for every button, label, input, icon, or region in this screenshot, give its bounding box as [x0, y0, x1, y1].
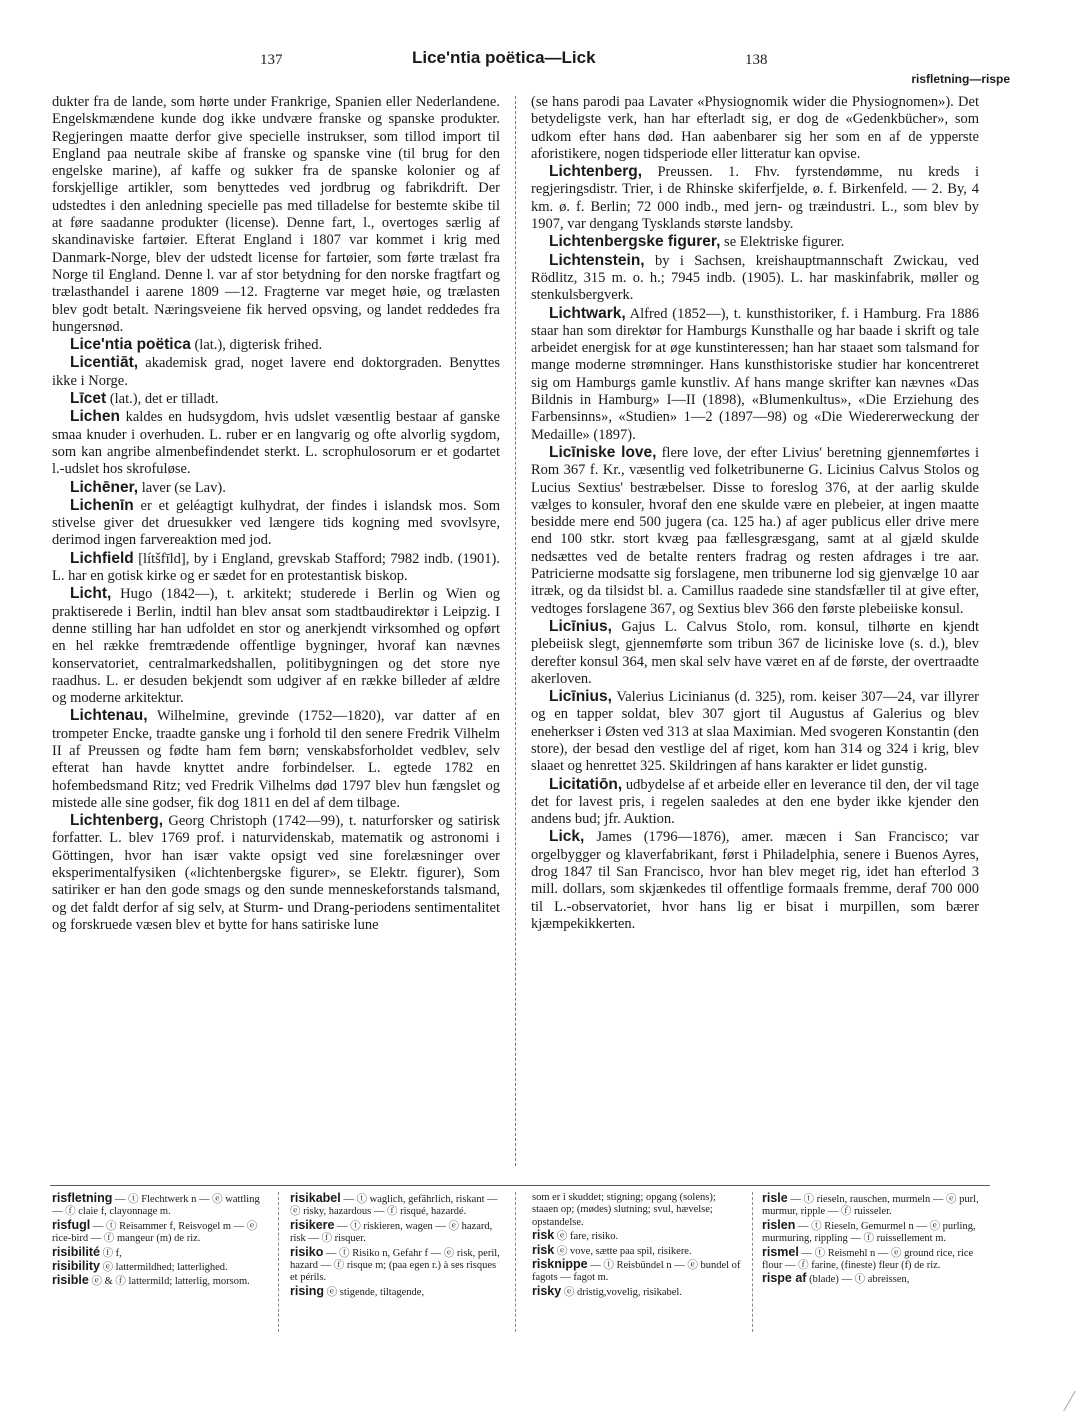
dictionary-entry	[52, 585, 500, 707]
entry-body: by i Sachsen, kreishauptmannschaft Zwickau, ved Rödlitz, 315 m. o. h.; 7945 indb. (1905). L. har maskinfabrik, møller og stenkulsbergverk.	[531, 252, 979, 304]
left-page-number: 137	[260, 52, 283, 68]
footer-column-4	[762, 1192, 986, 1287]
entry-body: Georg Christoph (1742—99), t. naturforsker og satirisk forfatter. L. blev 1769 prof. i naturvidenskab, matematik og astronomi i Göttingen, hvor han især vakte opsigt ved sine forelæsninger over eksperimentalfysiken («lichtenbergske figurer», se Elektr. figurer), Som satiriker er han den gode smags og den sunde menneskeforstands talsmand, og det faldt derfor af sig selv, at Sturm- und Drang-periodens sentimentalitet og forskruede væsen blev et bytte for hans satiriske lune	[52, 813, 500, 933]
glossary-translation: — ⓣ riskieren, wagen — ⓔ hazard, risk — ⓕ risquer.	[290, 1220, 493, 1245]
entry-body: (se hans parodi paa Lavater «Physiognomik wider die Physiognomen»). Det betydeligste verk, han har efterladt sig, er dog de «Gedenkbücher», som udkom efter hans død. Han aabenbarer sig her som en af de ypperste aforistikere, nogen tidsperiode eller litteratur kan opvise.	[531, 94, 979, 162]
glossary-keyword: risibilité	[52, 1244, 100, 1259]
entry-headword: Lice'ntia poëtica	[70, 336, 191, 354]
right-page-number: 138	[745, 52, 768, 68]
page-header	[0, 48, 1080, 86]
glossary-keyword: risle	[762, 1191, 788, 1205]
glossary-translation: — ⓣ Flechtwerk n — ⓔ wattling — ⓕ claie f, clayonnage m.	[52, 1194, 260, 1218]
glossary-translation: ⓔ stigende, tiltagende,	[324, 1286, 425, 1298]
column-divider	[515, 96, 516, 1166]
dictionary-entry	[52, 550, 500, 586]
glossary-entry	[52, 1260, 264, 1274]
glossary-translation: ⓔ dristig,vovelig, risikabel.	[561, 1286, 682, 1298]
entry-headword: Lichtwark,	[549, 304, 626, 322]
footer-rule	[50, 1185, 990, 1186]
glossary-translation: — ⓣ Reisbündel n — ⓔ bundel of fagots — fagot m.	[532, 1260, 741, 1284]
entry-headword: Licentiāt,	[70, 354, 139, 372]
dictionary-entry	[52, 408, 500, 478]
glossary-translation: ⓔ vove, sætte paa spil, risikere.	[554, 1245, 692, 1257]
glossary-entry	[762, 1219, 986, 1246]
footer-column-1	[52, 1192, 264, 1289]
running-head: Lice'ntia poëtica—Lick	[412, 48, 596, 67]
glossary-keyword: risknippe	[532, 1257, 588, 1272]
glossary-entry	[290, 1192, 502, 1219]
entry-body: Wilhelmine, grevinde (1752—1820), var datter af en trompeter Encke, traadte ganske ung i forhold til den senere Fredrik Vilhelm II af Preussen og fødte ham fem børn; venskabsforholdet vedblev, selv efterat han havde knyttet andre forbindelser. L. egtede 1782 en hofembedsmand Ritz; ved Fredrik Vilhelms død 1797 blev hun fængslet og mistede alle sine godser, fik dog 1811 en del af dem tilbage.	[52, 708, 500, 811]
glossary-keyword: risk	[532, 1228, 555, 1243]
entry-headword: Licitatiōn,	[549, 775, 623, 793]
entry-headword: Licīnius,	[549, 617, 612, 635]
glossary-entry	[532, 1244, 744, 1258]
entry-headword: Lichtenau,	[70, 707, 148, 725]
glossary-entry	[290, 1285, 502, 1299]
glossary-translation: — ⓣ Risiko n, Gefahr f — ⓔ risk, peril, hazard — ⓕ risque m; (paa egen r.) à ses risques et périls.	[290, 1247, 500, 1284]
entry-body: Alfred (1852—), t. kunsthistoriker, f. i Hamburg. Fra 1886 staar han som direktør for Hamburgs Kunsthalle og har baade i skrift og tale arbeidet energisk for at øge kunstinteressen; han har staaet som talsmand for mange moderne strømninger. Hans kunsthistoriske studier har koncentreret sig om Hamburgs gamle kunstliv. Af hans mange skrifter kan nævnes «Das Bildnis in Hamburg» I—II (1898), «Blumenkultus», «Die Erziehung des Farbensinns», «Studien» 1—2 (1897—98) og «Die Wiedererweckung der Medaille» (1897).	[531, 305, 979, 443]
dictionary-entry	[531, 233, 979, 251]
entry-headword: Lichtenberg,	[70, 812, 164, 830]
dictionary-entry	[52, 390, 500, 408]
dictionary-entry	[531, 163, 979, 233]
entry-body: dukter fra de lande, som hørte under Frankrige, Spanien eller Nederlandene. Engelskmændene kunde dog ikke undvære franske og spanske produkter. Regjeringen maatte derfor give specielle instrukser, som tillod import til England paa neutrale skibe af franske og spanske vine (til brug for den engelske marine), af kaffe og sukker fra de spanske kolonier og af forskjellige artikler, som benyttedes ved jordbrug og fabrikdrift. Der udstedtes i den anledning specielle pas med tilladelse for bestemte skibe til at føre saadanne produkter (license). Denne fart, l., overtoges særlig af skandinaviske fartøier. Efterat England i 1807 var kommet i krig med Danmark-Norge, blev der udstedt license for fartøier, som førte trælast fra Norge til England. Denne l. var af stor betydning for den norske fragtfart og trælasthandel i aarene 1809 —12. Fragterne var meget høie, og trælasten blev godt betalt. Næringsveiene fik herved opsving, og landet reddedes fra hungersnød.	[52, 94, 500, 335]
glossary-keyword: risfletning	[52, 1191, 113, 1205]
glossary-keyword: risible	[52, 1273, 89, 1288]
glossary-keyword: risikere	[290, 1217, 335, 1232]
glossary-entry	[52, 1192, 264, 1219]
entry-body: (lat.), det er tilladt.	[106, 391, 219, 408]
glossary-keyword: risiko	[290, 1244, 324, 1259]
glossary-entry	[52, 1219, 264, 1246]
glossary-keyword: risky	[532, 1283, 562, 1298]
glossary-entry	[532, 1285, 744, 1299]
glossary-translation: — ⓣ Reisammer f, Reisvogel m — ⓔ rice-bird — ⓕ mangeur (m) de riz.	[52, 1220, 258, 1245]
glossary-translation: — ⓣ Rieseln, Gemurmel n — ⓔ purling, murmuring, rippling — ⓕ ruissellement m.	[762, 1220, 976, 1245]
glossary-entry	[532, 1229, 744, 1243]
glossary-entry	[762, 1192, 986, 1219]
glossary-keyword: rising	[290, 1283, 325, 1298]
footer-divider	[278, 1192, 279, 1332]
entry-body: er et geléagtigt kulhydrat, der findes i islandsk mos. Som stivelse giver det druesukker ved længere tids kogning med svovlsyre, derimod ingen farvereaktion med jod.	[52, 497, 500, 549]
glossary-keyword: risfugl	[52, 1217, 91, 1232]
glossary-translation: ⓔ fare, risiko.	[554, 1231, 619, 1243]
footer-column-3	[532, 1192, 744, 1299]
footer-column-2	[290, 1192, 502, 1299]
entry-headword: Lichēner,	[70, 478, 139, 496]
entry-headword: Lichenīn	[70, 496, 134, 514]
entry-body: akademisk grad, noget lavere end doktorgraden. Benyttes ikke i Norge.	[52, 355, 500, 389]
entry-headword: Lichtenstein,	[549, 251, 645, 269]
entry-headword: Līcet	[70, 390, 107, 408]
glossary-translation: ⓔ & ⓕ lattermild; latterlig, morsom.	[88, 1276, 250, 1288]
glossary-keyword: risk	[532, 1242, 555, 1257]
glossary-entry	[532, 1192, 744, 1229]
dictionary-entry	[531, 618, 979, 688]
dictionary-entry	[531, 828, 979, 933]
dictionary-entry	[52, 812, 500, 934]
glossary-keyword: rismel	[762, 1244, 799, 1259]
glossary-keyword: rispe af	[762, 1271, 807, 1286]
dictionary-entry	[531, 688, 979, 775]
glossary-keyword: risikabel	[290, 1191, 341, 1205]
entry-headword: Licht,	[70, 585, 112, 603]
glossary-translation: ⓔ lattermildhed; latterlighed.	[99, 1262, 228, 1274]
glossary-translation: som er i skuddet; stigning; opgang (solens); staaen op; (mødes) slutning; svul, hævelse; opstandelse.	[532, 1192, 716, 1228]
glossary-translation: — ⓣ Reismehl n — ⓔ ground rice, rice flour — ⓕ farine, (fineste) fleur (f) de riz.	[762, 1247, 974, 1272]
glossary-entry	[532, 1258, 744, 1285]
dictionary-entry	[531, 252, 979, 305]
entry-body: [lítšfīld], by i England, grevskab Stafford; 7982 indb. (1901). L. har en gotisk kirke og er sædet for en protestantisk biskop.	[52, 550, 500, 585]
glossary-entry	[52, 1274, 264, 1288]
entry-headword: Licīniske love,	[549, 443, 657, 461]
dictionary-entry	[52, 336, 500, 354]
entry-body: kaldes en hudsygdom, hvis udslet væsentlig bestaar af ganske smaa knuder i overhuden. L. ruber er en langvarig og ofte alvorlig sygdom, som kan angribe almenbefindendet sterkt. L. scrophulosorum er et godartet l.-udslet hos skrofuløse.	[52, 409, 500, 478]
entry-body: Preussen. 1. Fhv. fyrstendømme, nu kreds i regjeringsdistr. Trier, i de Rhinske skiferfjelde, ø. f. Birkenfeld. — 2. By, 4 km. ø. f. Berlin; 72 000 indb., med jern- og træindustri. L., som blev by 1907, var dengang Tysklands største landsby.	[531, 164, 979, 233]
catchword: risfletning—rispe	[911, 72, 1010, 86]
footer-divider	[515, 1192, 516, 1332]
dictionary-entry	[52, 94, 500, 336]
entry-body: (lat.), digterisk frihed.	[190, 337, 323, 354]
entry-headword: Licīnius,	[549, 688, 612, 706]
glossary-keyword: rislen	[762, 1217, 796, 1232]
entry-headword: Lichtenbergske figurer,	[549, 233, 721, 251]
entry-body: laver (se Lav).	[138, 479, 226, 496]
entry-body: Hugo (1842—), t. arkitekt; studerede i Berlin og Wien og praktiserede i Berlin, indtil han blev ansat som stadtbaudirektør i Leipzig. I denne stilling har han udfoldet en stor og anerkjendt virksomhed og opført en hel række fremtrædende offentlige bygninger, hvoraf kan nævnes konservatoriet, centralmarkedshallen, politibygningen og det store nye raadhus. L. er desuden bekjendt som udgiver af en række billeder af ældre og moderne arkitektur.	[52, 586, 500, 707]
dictionary-entry	[52, 707, 500, 812]
dictionary-entry	[52, 479, 500, 497]
entry-headword: Lichfield	[70, 549, 134, 567]
entry-body: Gajus L. Calvus Stolo, rom. konsul, tilhørte en kjendt plebeiisk slegt, gjennemførte som tribun 367 de liciniske love (s. d.), blev derefter konsul 364, men skal selv have været en af de første, der overtraadte akerloven.	[531, 618, 979, 687]
glossary-entry	[290, 1219, 502, 1246]
glossary-entry	[52, 1246, 264, 1260]
dictionary-entry	[52, 354, 500, 390]
entry-headword: Lichtenberg,	[549, 163, 643, 181]
entry-body: Valerius Licinianus (d. 325), rom. keiser 307—24, var illyrer og en tapper soldat, blev 307 gjort til Augustus af Galerius og blev eneherkser i Østen ved 313 at slaa Maximian. Med svogeren Konstantin (den store), der besad den vestlige del af riget, kom han 314 og 324 i krig, blev slaaet og henrettet 325. Skildringen af hans karakter er lidet gunstig.	[531, 689, 979, 775]
right-text-column	[531, 94, 979, 933]
glossary-translation: ⓕ f,	[99, 1247, 122, 1259]
glossary-translation: — ⓣ waglich, gefährlich, riskant — ⓔ risky, hazardous — ⓕ risqué, hazardé.	[290, 1194, 498, 1218]
glossary-entry	[762, 1272, 986, 1286]
glossary-translation: — ⓣ rieseln, rauschen, murmeln — ⓔ purl, murmur, ripple — ⓕ ruisseler.	[762, 1194, 979, 1218]
entry-body: se Elektriske figurer.	[720, 234, 845, 251]
dictionary-entry	[531, 305, 979, 444]
entry-body: flere love, der efter Livius' beretning gjennemførtes i Rom 367 f. Kr., væsentlig ved folketribunerne G. Licinius Calvus Stolos og Lucius Sextius' bestræbelser. Disse to foreslog 376, at der aarlig skulde vælges to konsuler, hvoraf den ene skulde være en plebeier, at ingen maatte besidde mere end 500 jugera (ca. 125 ha.) af ager publicus eller drive mere end 100 stkr. stort kvæg paa fællesgræsgang, samt at al gjæld skulde nedsættes ved de betalte renters fradrag og resten afdrages i tre aar. Patricierne modsatte sig forslagene, men tribunerne lod sig gjenvælge 10 aar itræk, og da tilsidst bl. a. Camillus raadede sine standsfæller til at give efter, vedtoges forslagene 367, og Sextius blev 366 den første plebeiiske konsul.	[531, 444, 980, 617]
dictionary-entry	[531, 444, 979, 618]
dictionary-entry	[531, 776, 979, 829]
dictionary-entry	[531, 94, 979, 163]
footer-divider	[752, 1192, 753, 1332]
page-corner-mark	[1043, 1391, 1076, 1411]
entry-headword: Lichen	[70, 408, 120, 426]
left-text-column	[52, 94, 500, 934]
entry-headword: Lick,	[549, 828, 585, 846]
glossary-entry	[762, 1246, 986, 1273]
glossary-entry	[290, 1246, 502, 1285]
entry-body: James (1796—1876), amer. mæcen i San Francisco; var orgelbygger og klaverfabrikant, først i Philadelphia, senere i Buenos Ayres, drog 1847 til San Francisco, hvor han blev meget rig, idet han efterlod 3 mill. dollars, som skjænkedes til offentlige formaals fremme, deraf 700 000 til L.-observatoriet, hvor hans lig er bisat i murpillen, som bærer kjæmpekikkerten.	[531, 829, 979, 932]
entry-body: udbydelse af et arbeide eller en leverance til den, der vil tage det for lavest pris, i regelen saaledes at den ene byder ikke kjender den andens bud; jfr. Auktion.	[531, 776, 979, 828]
glossary-keyword: risibility	[52, 1259, 100, 1274]
glossary-translation: (blade) — ⓣ abreissen,	[806, 1274, 910, 1286]
dictionary-entry	[52, 497, 500, 550]
